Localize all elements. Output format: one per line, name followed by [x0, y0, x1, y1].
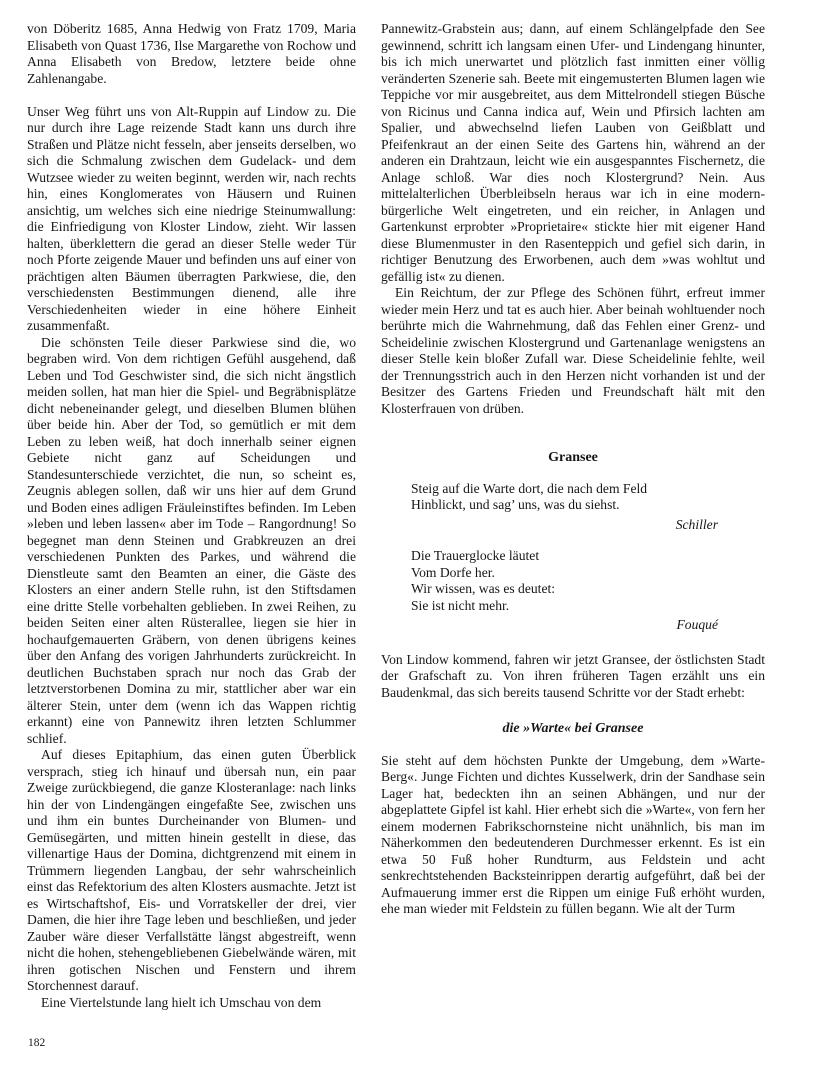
left-column	[27, 21, 356, 1011]
verse-line: Sie ist nicht mehr.	[411, 597, 510, 613]
verse-line: Steig auf die Warte dort, die nach dem Feld	[411, 480, 648, 496]
paragraph-grabstein: Pannewitz-Grabstein aus; dann, auf einem Schlängelpfade den See gewinnend, schritt ich langsam einen Ufer- und Lindengang hinunter, bis ich mich unerwartet und plötzlich fast inmitten einer völlig veränderten Szenerie sah. Beete mit eingemusterten Blumen lagen wie Teppiche vor mir ausgebreitet, aus dem Mittelrondell stiegen Büsche von Ricinus und Canna indica auf, Wein und Pfirsich lachten am Spalier, und abwechselnd liefen Lauben von Geißblatt und Pfeifenkraut an der einen Seite des Gartens hin, während an der anderen ein Drahtzaun, leicht wie ein ausgespanntes Fischernetz, die Anlage schloß. War dies noch Klostergrund? Nein. Aus mittelalterlichen Überbleibseln heraus war ich in eine modern-bürgerliche Welt eingetreten, und ein reicher, in Anlagen und Gartenkunst erprobter »Proprietaire« stickte hier mit eigener Hand diese Blumenmuster in den Rasenteppich und gefiel sich darin, in richtiger Benutzung des Erworbenen, auch dem »was wohltut und gefällig ist« zu dienen.	[381, 21, 765, 284]
page-number: 182	[28, 1037, 46, 1049]
verse-line: Vom Dorfe her.	[411, 564, 495, 580]
paragraph-epitaphium: Auf dieses Epitaphium, das einen guten Überblick versprach, stieg ich hinauf und übersah nun, ein paar Zweige zurückbiegend, die ganze Klosteranlage: nach links hin der von Lindengängen eingefaßte See, zwischen uns und ihm ein buntes Durcheinander von Blumen- und Gemüsegärten, und mitten hinein gestellt in diese, das villenartige Haus der Domina, dichtgrenzend mit einem in Trümmern liegenden Langbau, der sehr wahrscheinlich einst das Refektorium des alten Klosters ausmachte. Jetzt ist es Wirtschaftshof, Eis- und Vorratskeller der drei, vier Damen, die hier ihre Tage leben und beschließen, und jeder Zauber wäre dieser Verfallstätte längst abgestreift, wenn nicht die hohen, stehengebliebenen Giebelwände wären, mit ihren gotischen Nischen und Fenstern und ihrem Storchennest darauf.	[27, 747, 356, 993]
section-heading-gransee: Gransee	[548, 450, 598, 465]
verse-line: Hinblickt, und sag’ uns, was du siehst.	[411, 497, 620, 512]
verse-attribution-schiller: Schiller	[675, 516, 718, 532]
paragraph-von-lindow: Von Lindow kommend, fahren wir jetzt Gransee, der östlichsten Stadt der Grafschaft zu. Von ihren früheren Tagen erzählt uns ein Baudenkmal, das sich bereits tausend Schritte vor der Stadt erhebt:	[381, 651, 765, 700]
verse-quote-schiller	[411, 481, 765, 534]
paragraph-reichtum: Ein Reichtum, der zur Pflege des Schönen führt, erfreut immer wieder mein Herz und tat es auch hier. Aber beinah wohltuender noch berührte mich die Wahrnehmung, daß das Fehlen einer Grenz- und Scheidelinie zwischen Klostergrund und Gartenanlage wenigstens an dieser Stelle kein bloßer Zufall war. Diese Scheidelinie fehlte, weil der Trennungsstrich auch in den Herzen nicht vorhanden ist und der Besitzer des Gartens Frieden und Freundschaft hält mit den Klosterfrauen von drüben.	[381, 285, 765, 416]
subsection-heading-warte: die »Warte« bei Gransee	[502, 721, 644, 736]
verse-quote-fouque	[411, 548, 765, 634]
verse-line: Die Trauerglocke läutet	[411, 548, 540, 563]
verse-line: Wir wissen, was es deutet:	[411, 581, 556, 596]
paragraph-continuation: von Döberitz 1685, Anna Hedwig von Fratz 1709, Maria Elisabeth von Quast 1736, Ilse Margarethe von Rochow und Anna Elisabeth von Bredow, letztere beide ohne Zahlenangabe.	[27, 21, 356, 86]
verse-attribution-fouque: Fouqué	[676, 617, 718, 632]
paragraph-warte-beschreibung: Sie steht auf dem höchsten Punkte der Umgebung, dem »Warte-Berg«. Junge Fichten und dichtes Kusselwerk, drin der Sandhase sein Lager hat, bedeckten ihn an seinen Abhängen, und nur der abgeplattete Gipfel ist kahl. Hier erhebt sich die »Warte«, von fern her einem modernen Fabrikschornsteine nicht unähnlich, bis man im Näherkommen den bedeutenderen Durchmesser erkennt. Es ist ein etwa 50 Fuß hoher Rundturm, aus Feldstein und acht senkrechtstehenden Backsteinrippen derartig aufgeführt, daß bei der Aufmauerung immer erst die Rippen um einige Fuß erhöht wurden, ehe man wieder mit Feldstein zu füllen begann. Wie alt der Turm	[381, 752, 765, 916]
right-column	[381, 21, 765, 918]
paragraph-parkwiese: Die schönsten Teile dieser Parkwiese sind die, wo begraben wird. Von dem richtigen Gefühl ausgehend, daß Leben und Tod Geschwister sind, die sich nicht ängstlich meiden sollen, hat man hier die Spiel- und Begräbnisplätze dicht nebeneinander gelegt, und dieselben Blumen blühen über beide hin. Aber der Tod, so gemütlich er mit dem Leben zu leben weiß, hat doch innerhalb seiner eignen Gebiete nicht ganz auf Scheidungen und Standesunterschiede verzichtet, die nun, so scheint es, Zeugnis ablegen sollen, daß wir uns hier auf dem Grund und Boden eines adligen Fräuleinstiftes befinden. Im Leben »leben und leben lassen« aber im Tode – Rangordnung! So begegnet man denn Steinen und Grabkreuzen an drei verschiedenen Punkten des Parkes, und während die Dienstleute samt den Beamten an einer, die Gäste des Klosters an einer andern Stelle ruhn, ist den Stiftsdamen eine dritte Stelle vorbehalten geblieben. In zwei Reihen, zu beiden Seiten einer alten Rüsterallee, liegen sie hier in hochaufgemauerten Gräbern, von denen übrigens keines über den Anfang des vorigen Jahrhunderts zurückreicht. In deutlichen Buchstaben sprach nur noch das Grab der letztverstorbenen Domina zu mir, stattlicher aber war ein älterer Stein, unter dem (wenn ich das Wappen richtig erkannt) eine von Pannewitz ihren letzten Schlummer schlief.	[27, 334, 356, 746]
paragraph-viertelstunde: Eine Viertelstunde lang hielt ich Umschau von dem	[41, 994, 322, 1010]
paragraph-lindow-intro: Unser Weg führt uns von Alt-Ruppin auf Lindow zu. Die nur durch ihre Lage reizende Stadt kann uns durch ihre Straßen und Plätze nicht fesseln, aber jenseits derselben, wo sich die Schmalung zwischen dem Gudelack- und dem Wutzsee wieder zu weiten beginnt, werden wir, nach rechts hin, eines Konglomerates von Häusern und Ruinen ansichtig, um welches sich eine niedrige Steinumwallung: die Einfriedigung von Kloster Lindow, zieht. Wir lassen halten, überklettern die gerad an dieser Stelle weder Tür noch Pforte zeigende Mauer und befinden uns auf einer von prächtigen alten Bäumen überragten Parkwiese, die, den verschiedensten Bestimmungen dienend, alle ihre Verschiedenheiten wieder in eine höhere Einheit zusammenfaßt.	[27, 103, 356, 333]
